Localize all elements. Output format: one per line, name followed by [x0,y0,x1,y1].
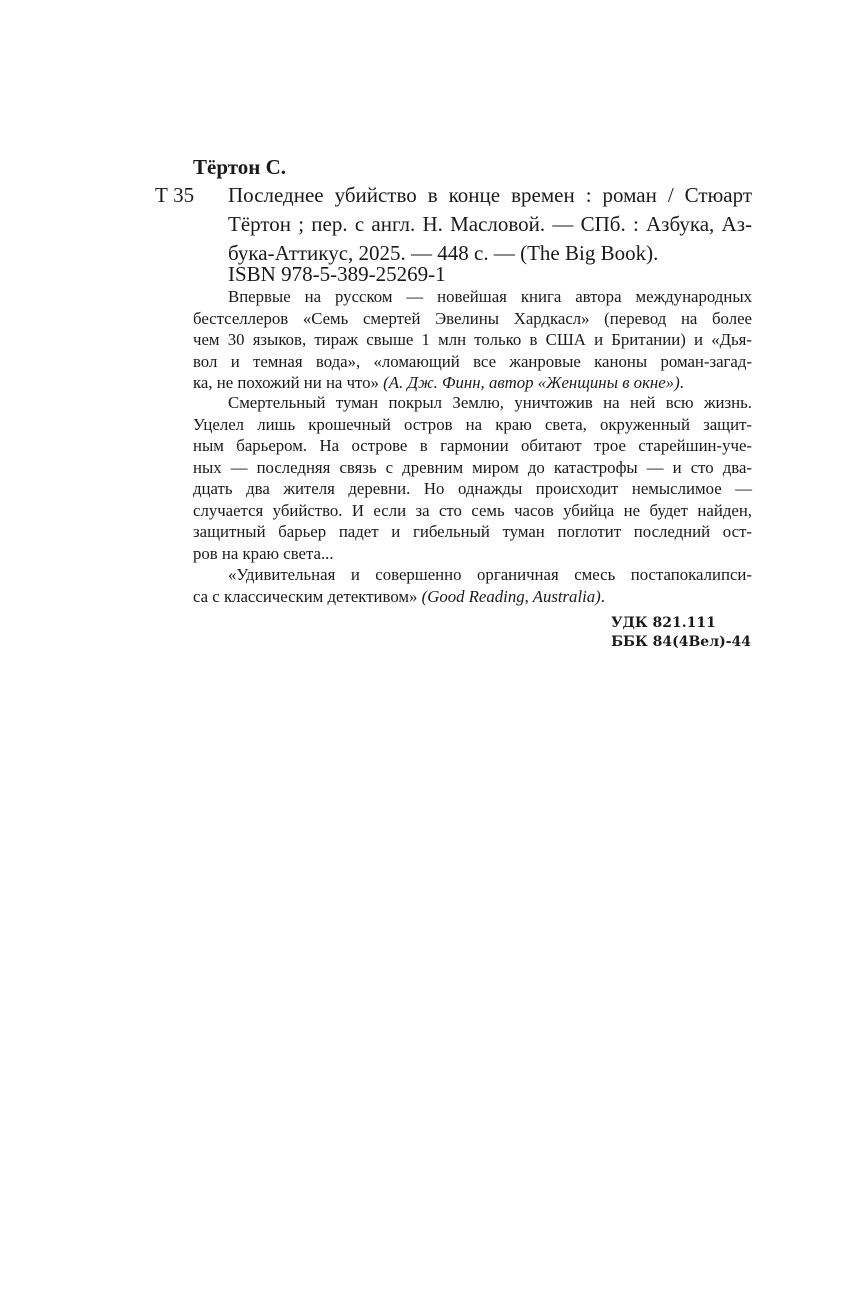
annotation-line: чем 30 языков, тираж свыше 1 млн только в США и Британии) и «Дья- [193,330,752,349]
quote-attribution: (Good Reading, Australia) [421,586,601,606]
annotation-line [193,586,752,608]
annotation-line: ров на краю света... [193,543,334,563]
bibliographic-description [228,181,752,268]
annotation-text: . [600,586,605,606]
annotation-text: са с классическим детективом» [193,586,422,606]
classification-codes [611,614,751,652]
isbn: ISBN 978-5-389-25269-1 [228,262,446,286]
annotation-paragraph [193,564,752,607]
quote-attribution: (А. Дж. Финн, автор «Женщины в окне») [383,373,680,392]
author-heading: Тёртон С. [193,155,287,179]
annotation-paragraph [193,286,752,394]
annotation-line [193,372,752,394]
annotation-text: . [679,373,684,392]
annotation-line: Впервые на русском — новейшая книга автора международных [228,287,752,306]
title-line: Последнее убийство в конце времен : роман / Стюарт [228,183,752,207]
annotation-line: дцать два жителя деревни. Но однажды происходит немыслимое — [193,479,752,498]
annotation-line: Смертельный туман покрыл Землю, уничтожив на ней всю жизнь. [228,393,752,412]
annotation-line: случается убийство. И если за сто семь часов убийца не будет найден, [193,500,752,520]
annotation-paragraph [193,392,752,564]
bbk-code: ББК 84(4Вел)-44 [611,634,751,650]
annotation-line: защитный барьер падет и гибельный туман поглотит последний ост- [193,522,752,541]
annotation-line: вол и темная вода», «ломающий все жанровые каноны роман-загад- [193,351,752,371]
annotation-line: бестселлеров «Семь смертей Эвелины Хардкасл» (перевод на более [193,308,752,328]
udk-code: УДК 821.111 [611,615,716,631]
annotation-line: «Удивительная и совершенно органичная смесь постапокалипси- [228,565,752,584]
author-sign-code: Т 35 [155,183,195,207]
annotation-line: Уцелел лишь крошечный остров на краю света, окруженный защит- [193,414,752,434]
title-line: Тёртон ; пер. с англ. Н. Масловой. — СПб. : Азбука, Аз- [228,212,752,236]
annotation-text: ка, не похожий ни на что» [193,373,384,392]
title-line: бука-Аттикус, 2025. — 448 с. — (The Big Book). [228,241,659,265]
annotation-line: ным барьером. На острове в гармонии обитают трое старейшин-уче- [193,436,752,455]
annotation-line: ных — последняя связь с древним миром до катастрофы — и сто два- [193,457,752,477]
